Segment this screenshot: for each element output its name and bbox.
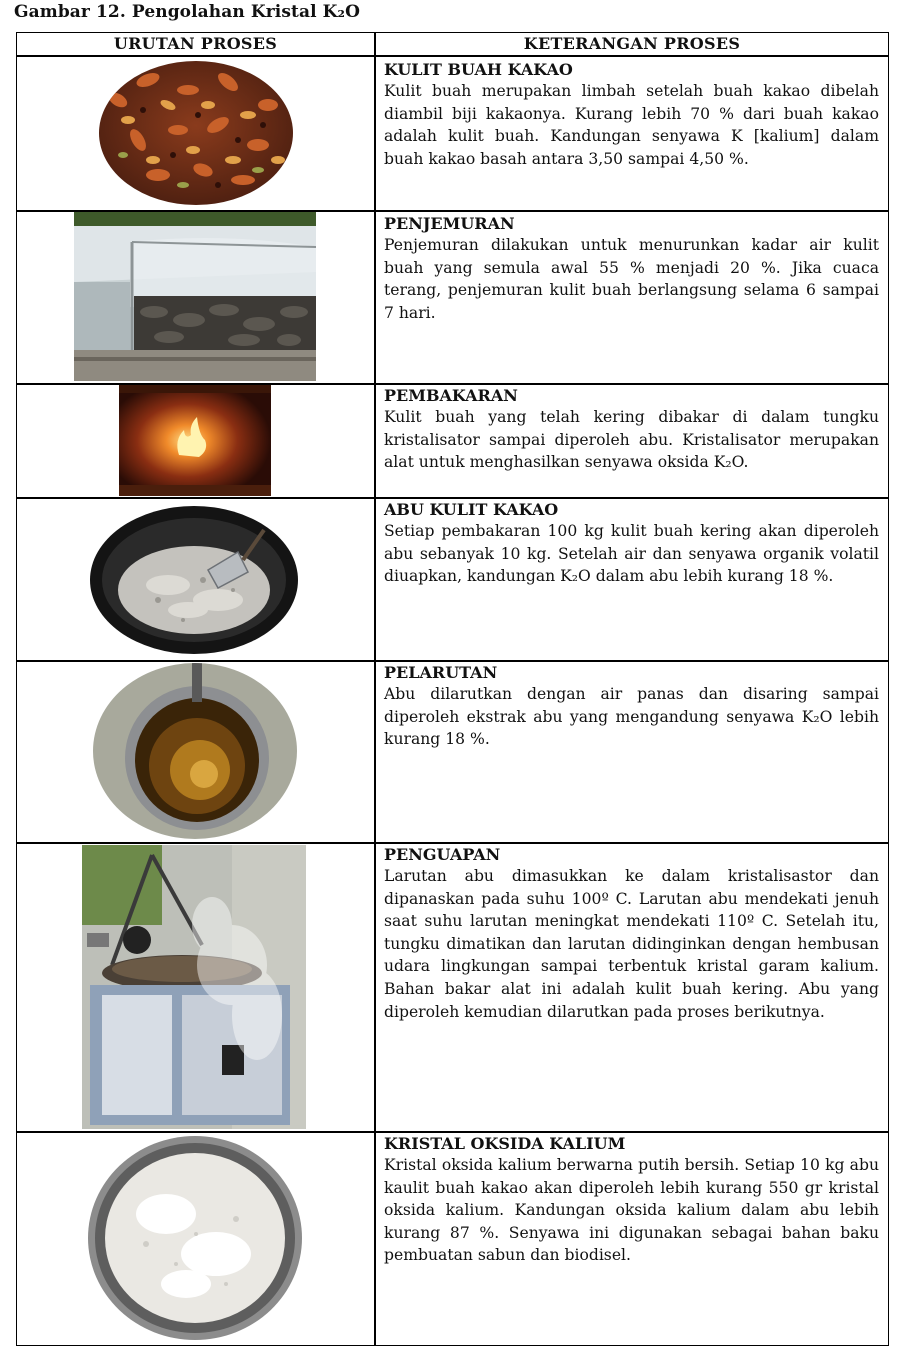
step-kristal-oksida-kalium: [384, 1134, 879, 1267]
header-divider: [16, 55, 889, 57]
row-divider: [16, 497, 889, 499]
step-text: Setiap pembakaran 100 kg kulit buah kering akan diperoleh abu sebanyak 10 kg. Setelah air dan senyawa organik volatil diuapkan, kandungan K₂O dalam abu lebih kurang 18 %.: [384, 522, 879, 586]
step-title: ABU KULIT KAKAO: [384, 500, 559, 519]
step-text: Kulit buah yang telah kering dibakar di dalam tungku kristalisator sampai diperoleh abu. Kristalisator merupakan alat untuk menghasilkan senyawa oksida K₂O.: [384, 408, 879, 472]
step-title: KULIT BUAH KAKAO: [384, 60, 573, 79]
step-text: Kulit buah merupakan limbah setelah buah kakao dibelah diambil biji kakaonya. Kurang lebih 70 % dari buah kakao adalah kulit buah. Kandungan senyawa K [kalium] dalam buah kakao basah antara 3,50 sampai 4,50 %.: [384, 82, 879, 168]
column-divider: [374, 32, 376, 1346]
step-title: PELARUTAN: [384, 663, 498, 682]
step-abu-kulit-kakao: [384, 500, 879, 588]
step-text: Larutan abu dimasukkan ke dalam kristalisastor dan dipanaskan pada suhu 100º C. Larutan abu mendekati jenuh saat suhu larutan meningkat mendekati 110º C. Setelah itu, tungku dimatikan dan larutan didinginkan dengan hembusan udara lingkungan sampai terbentuk kristal garam kalium. Bahan bakar alat ini adalah kulit buah kering. Abu yang diperoleh kemudian dilarutkan pada proses berikutnya.: [384, 867, 879, 1021]
step-text: Penjemuran dilakukan untuk menurunkan kadar air kulit buah yang semula awal 55 % menjadi 20 %. Jika cuaca terang, penjemuran kulit buah berlangsung selama 6 sampai 7 hari.: [384, 236, 879, 322]
row-divider: [16, 1131, 889, 1133]
cocoa-husk-photo: [98, 60, 294, 206]
burning-furnace-photo: [119, 385, 271, 496]
ash-basin-photo: [88, 500, 300, 658]
step-pelarutan: [384, 663, 879, 751]
column-header-right: KETERANGAN PROSES: [523, 34, 741, 53]
figure-caption: Gambar 12. Pengolahan Kristal K₂O: [14, 2, 360, 22]
step-pembakaran: [384, 386, 879, 474]
potassium-crystal-photo: [86, 1134, 304, 1344]
row-divider: [16, 842, 889, 844]
step-title: PEMBAKARAN: [384, 386, 518, 405]
step-text: Kristal oksida kalium berwarna putih bersih. Setiap 10 kg abu kaulit buah kakao akan diperoleh lebih kurang 550 gr kristal oksida kalium. Kandungan oksida kalium dalam abu lebih kurang 87 %. Senyawa ini digunakan sebagai bahan baku pembuatan sabun dan biodisel.: [384, 1156, 879, 1265]
column-header-left: URUTAN PROSES: [113, 34, 278, 53]
step-kulit-buah-kakao: [384, 60, 879, 170]
step-title: KRISTAL OKSIDA KALIUM: [384, 1134, 626, 1153]
step-text: Abu dilarutkan dengan air panas dan disaring sampai diperoleh ekstrak abu yang mengandung senyawa K₂O lebih kurang 18 %.: [384, 685, 879, 749]
drying-shelter-photo: [74, 212, 316, 381]
evaporation-furnace-photo: [82, 845, 306, 1129]
step-penguapan: [384, 845, 879, 1023]
step-title: PENGUAPAN: [384, 845, 501, 864]
step-penjemuran: [384, 214, 879, 324]
step-title: PENJEMURAN: [384, 214, 515, 233]
dissolving-pot-photo: [92, 662, 298, 840]
